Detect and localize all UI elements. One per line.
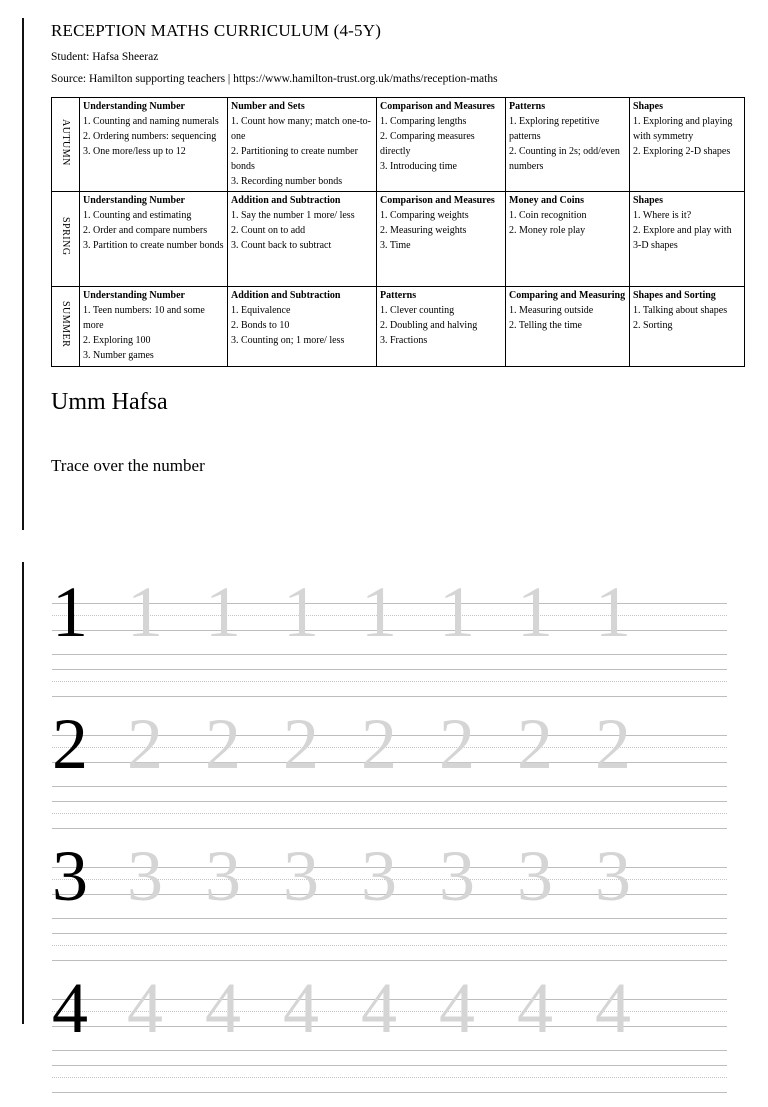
- topic-item: 1. Measuring outside: [509, 305, 594, 316]
- season-label: AUTUMN: [60, 118, 71, 166]
- trace-digit[interactable]: 4: [361, 968, 397, 1048]
- curriculum-row: [52, 192, 745, 287]
- tracing-row: [0, 968, 768, 1107]
- topic-item: 1. Teen numbers: 10 and some more: [83, 305, 205, 331]
- topic-heading: Comparison and Measures: [380, 101, 495, 112]
- trace-digit[interactable]: 1: [127, 572, 163, 652]
- trace-digit[interactable]: 2: [127, 704, 163, 784]
- trace-digit[interactable]: 2: [361, 704, 397, 784]
- topic-item: 1. Clever counting: [380, 305, 455, 316]
- curriculum-row: [52, 98, 745, 192]
- trace-digit[interactable]: 2: [517, 704, 553, 784]
- topic-heading: Shapes: [633, 101, 664, 112]
- handwriting-guide-line: [52, 945, 727, 946]
- topic-item: 1. Comparing lengths: [380, 116, 467, 127]
- handwriting-guide-line: [52, 813, 727, 814]
- topic-heading: Shapes and Sorting: [633, 290, 716, 301]
- topic-item: 1. Equivalence: [231, 305, 291, 316]
- topic-cell: [228, 98, 377, 192]
- trace-digit[interactable]: 3: [205, 836, 241, 916]
- handwriting-guide-line: [52, 828, 727, 829]
- topic-cell: [80, 98, 228, 192]
- handwriting-guide-line: [52, 918, 727, 919]
- topic-heading: Patterns: [380, 290, 417, 301]
- topic-heading: Number and Sets: [231, 101, 305, 112]
- topic-item: 3. One more/less up to 12: [83, 146, 186, 157]
- trace-digit[interactable]: 1: [205, 572, 241, 652]
- topic-item: 1. Count how many; match one-to-one: [231, 116, 371, 142]
- topic-item: 2. Measuring weights: [380, 225, 467, 236]
- topic-cell: [630, 287, 745, 367]
- topic-cell: [506, 98, 630, 192]
- topic-heading: Money and Coins: [509, 195, 585, 206]
- topic-item: 2. Ordering numbers: sequencing: [83, 131, 217, 142]
- trace-digit[interactable]: 3: [283, 836, 319, 916]
- topic-cell: [228, 287, 377, 367]
- topic-heading: Understanding Number: [83, 195, 185, 206]
- topic-item: 2. Comparing measures directly: [380, 131, 475, 157]
- topic-item: 3. Recording number bonds: [231, 176, 343, 187]
- topic-cell: [80, 287, 228, 367]
- topic-item: 2. Money role play: [509, 225, 586, 236]
- topic-heading: Understanding Number: [83, 101, 185, 112]
- model-digit: 4: [52, 968, 88, 1048]
- topic-item: 2. Exploring 100: [83, 335, 151, 346]
- handwriting-guide-line: [52, 1065, 727, 1066]
- trace-digit[interactable]: 1: [361, 572, 397, 652]
- model-digit: 2: [52, 704, 88, 784]
- handwriting-guide-line: [52, 681, 727, 682]
- topic-item: 3. Time: [380, 240, 411, 251]
- tracing-row: [0, 572, 768, 711]
- topic-item: 2. Order and compare numbers: [83, 225, 208, 236]
- handwriting-guide-line: [52, 786, 727, 787]
- handwriting-guide-line: [52, 801, 727, 802]
- trace-digit[interactable]: 3: [595, 836, 631, 916]
- season-label: SUMMER: [60, 300, 71, 348]
- topic-item: 2. Doubling and halving: [380, 320, 478, 331]
- topic-heading: Understanding Number: [83, 290, 185, 301]
- trace-digit[interactable]: 4: [439, 968, 475, 1048]
- trace-digit[interactable]: 1: [439, 572, 475, 652]
- trace-digit[interactable]: 2: [205, 704, 241, 784]
- trace-digit[interactable]: 4: [283, 968, 319, 1048]
- handwriting-guide-line: [52, 933, 727, 934]
- topic-item: 3. Count back to subtract: [231, 240, 332, 251]
- curriculum-table: [51, 97, 745, 367]
- topic-item: 2. Partitioning to create number bonds: [231, 146, 358, 172]
- model-digit: 3: [52, 836, 88, 916]
- topic-item: 2. Exploring 2-D shapes: [633, 146, 731, 157]
- topic-item: 3. Partition to create number bonds: [83, 240, 224, 251]
- curriculum-row: [52, 287, 745, 367]
- trace-digit[interactable]: 4: [595, 968, 631, 1048]
- topic-item: 1. Counting and estimating: [83, 210, 192, 221]
- season-label: SPRING: [60, 217, 71, 256]
- topic-cell: [80, 192, 228, 287]
- topic-item: 1. Where is it?: [633, 210, 692, 221]
- topic-heading: Shapes: [633, 195, 664, 206]
- topic-cell: [377, 98, 506, 192]
- student-name: Student: Hafsa Sheeraz: [51, 51, 159, 63]
- topic-item: 3. Counting on; 1 more/ less: [231, 335, 345, 346]
- trace-digit[interactable]: 4: [205, 968, 241, 1048]
- topic-cell: [506, 287, 630, 367]
- topic-item: 2. Telling the time: [509, 320, 582, 331]
- season-cell: [52, 287, 80, 367]
- topic-item: 2. Counting in 2s; odd/even numbers: [509, 146, 620, 172]
- handwriting-guide-line: [52, 654, 727, 655]
- topic-item: 1. Say the number 1 more/ less: [231, 210, 355, 221]
- handwriting-guide-line: [52, 960, 727, 961]
- topic-cell: [630, 98, 745, 192]
- topic-heading: Addition and Subtraction: [231, 195, 341, 206]
- topic-cell: [228, 192, 377, 287]
- tracing-row: [0, 836, 768, 975]
- topic-cell: [506, 192, 630, 287]
- trace-digit[interactable]: 3: [127, 836, 163, 916]
- trace-digit[interactable]: 2: [439, 704, 475, 784]
- topic-item: 1. Counting and naming numerals: [83, 116, 219, 127]
- model-digit: 1: [52, 572, 88, 652]
- topic-item: 3. Fractions: [380, 335, 428, 346]
- topic-cell: [630, 192, 745, 287]
- topic-item: 3. Introducing time: [380, 161, 457, 172]
- trace-digit[interactable]: 1: [595, 572, 631, 652]
- topic-item: 2. Count on to add: [231, 225, 306, 236]
- handwriting-guide-line: [52, 1092, 727, 1093]
- trace-digit[interactable]: 3: [517, 836, 553, 916]
- season-cell: [52, 98, 80, 192]
- topic-item: 1. Exploring and playing with symmetry: [633, 116, 733, 142]
- signature-text: Umm Hafsa: [51, 389, 168, 415]
- trace-digit[interactable]: 4: [517, 968, 553, 1048]
- tracing-worksheet: [0, 560, 768, 1048]
- topic-heading: Addition and Subtraction: [231, 290, 341, 301]
- document-title: RECEPTION MATHS CURRICULUM (4-5Y): [51, 21, 382, 40]
- topic-heading: Comparison and Measures: [380, 195, 495, 206]
- handwriting-guide-line: [52, 669, 727, 670]
- trace-digit[interactable]: 4: [127, 968, 163, 1048]
- topic-item: 1. Coin recognition: [509, 210, 587, 221]
- topic-heading: Comparing and Measuring: [509, 290, 626, 301]
- trace-digit[interactable]: 1: [517, 572, 553, 652]
- trace-digit[interactable]: 2: [283, 704, 319, 784]
- topic-cell: [377, 192, 506, 287]
- handwriting-guide-line: [52, 1050, 727, 1051]
- season-cell: [52, 192, 80, 287]
- handwriting-guide-line: [52, 1077, 727, 1078]
- tracing-row: [0, 704, 768, 843]
- topic-item: 2. Bonds to 10: [231, 320, 290, 331]
- topic-item: 1. Talking about shapes: [633, 305, 728, 316]
- source-line: Source: Hamilton supporting teachers | https://www.hamilton-trust.org.uk/maths/reception-maths: [51, 73, 498, 85]
- topic-item: 1. Comparing weights: [380, 210, 469, 221]
- topic-item: 2. Explore and play with 3-D shapes: [633, 225, 732, 251]
- topic-item: 1. Exploring repetitive patterns: [509, 116, 600, 142]
- trace-digit[interactable]: 1: [283, 572, 319, 652]
- trace-digit[interactable]: 3: [439, 836, 475, 916]
- trace-digit[interactable]: 3: [361, 836, 397, 916]
- left-margin-rule: [22, 18, 24, 530]
- topic-item: 2. Sorting: [633, 320, 673, 331]
- handwriting-guide-line: [52, 696, 727, 697]
- topic-item: 3. Number games: [83, 350, 154, 361]
- instruction-heading: Trace over the number: [51, 456, 205, 475]
- topic-cell: [377, 287, 506, 367]
- trace-digit[interactable]: 2: [595, 704, 631, 784]
- topic-heading: Patterns: [509, 101, 546, 112]
